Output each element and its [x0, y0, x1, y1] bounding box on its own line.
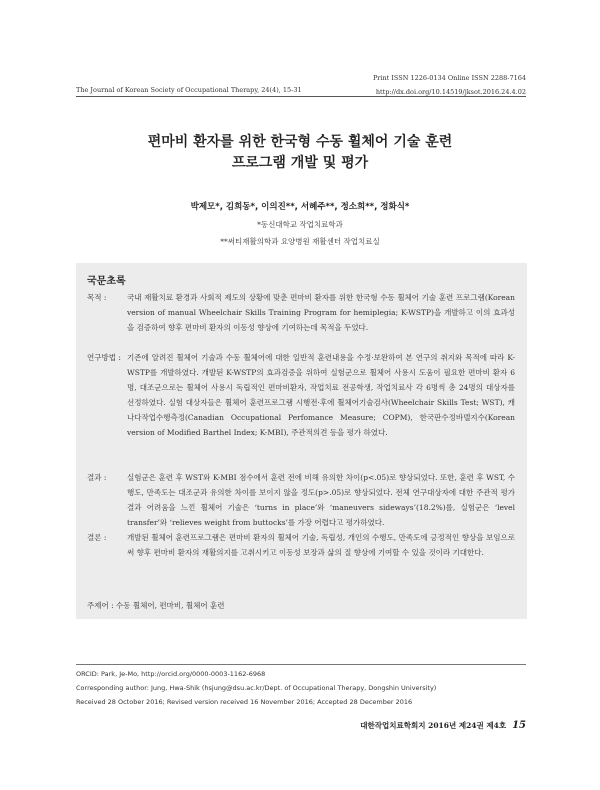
header-rule [76, 96, 526, 97]
abstract-section-conclusion [87, 530, 515, 560]
section-text: 기존에 알려진 휠체어 기술과 수동 휠체어에 대한 일반적 훈련내용을 수정·보완하여 본 연구의 취지와 목적에 따라 K-WSTP를 개발하였다. 개발된 K-WSTP의 효과검증을 위하여 실험군으로 휠체어 사용시 도움이 필요한 편마비 환자 6명, 대조군으로는 휠체어 사용시 독립적인 편마비환자, 작업치료 전공학생, 작업치료사 각 6명씩 총 24명의 대상자를 선정하였다. 실험 대상자들은 휠체어 훈련프로그램 시행전·후에 휠체어기술검사(Wheelchair Skills Test; WST), 캐나다작업수행측정(Canadian Occupational Perfomance Measure; COPM), 한국판수정바델지수(Korean version of Modified Barthel Index; K-MBI), 주관적의견 등을 평가 하였다. [127, 353, 515, 438]
section-text: 실험군은 훈련 후 WST와 K-MBI 점수에서 훈련 전에 비해 유의한 차이(p<.05)로 향상되었다. 또한, 훈련 후 WST, 수행도, 만족도는 대조군과 유의한 차이를 보이지 않을 정도(p>.05)로 향상되었다. 전체 연구대상자에 대한 주관적 평가결과 어려움을 느낀 휠체어 기술은 ‘turns in place’와 ‘maneuvers sideways’(18.2%)를, 실험군은 ‘level transfer’와 ‘relieves weight from buttocks’를 가장 어렵다고 평가하였다. [127, 473, 515, 528]
section-text: 개발된 휠체어 훈련프로그램은 편마비 환자의 휠체어 기술, 독립성, 개인의 수행도, 만족도에 긍정적인 향상을 보임으로써 향후 편마비 환자의 재활의지를 고취시키고 이동성 보장과 삶의 질 향상에 기여할 수 있을 것이라 기대한다. [127, 533, 515, 558]
section-text: 국내 재활치료 환경과 사회적 제도의 상황에 맞춘 편마비 환자를 위한 한국형 수동 휠체어 기술 훈련 프로그램(Korean version of manual Wheelchair Skills Training Program for hemiplegia; K-WSTP)을 개발하고 이의 효과성을 검증하여 향후 편마비 환자의 이동성 향상에 기여하는데 목적을 두었다. [127, 293, 515, 333]
abstract-heading: 국문초록 [87, 276, 126, 287]
author-list: 박제모*, 김희동*, 이의진**, 서혜주**, 정소희**, 정화식* [190, 202, 410, 212]
affiliation-2: **써티재활의학과 요양병원 재활센터 작업치료실 [220, 237, 380, 246]
section-label: 연구방법 : [87, 353, 121, 362]
issn-line: Print ISSN 1226-0134 Online ISSN 2288-7164 [372, 74, 526, 82]
received-dates-footnote: Received 28 October 2016; Revised version received 16 November 2016; Accepted 28 December 2016 [76, 698, 413, 706]
doi-line[interactable]: http://dx.doi.org/10.14519/jksot.2016.24.4.02 [375, 88, 526, 96]
keywords: 주제어 : 수동 휠체어, 편마비, 휠체어 훈련 [87, 601, 225, 610]
journal-citation: The Journal of Korean Society of Occupational Therapy, 24(4), 15-31 [76, 86, 302, 94]
page-footer [360, 720, 526, 731]
issn-doi-block [373, 71, 526, 99]
corresponding-author-footnote: Corresponding author: Jung, Hwa-Shik (hsjung@dsu.ac.kr/Dept. of Occupational Therapy, Dongshin University) [76, 684, 437, 692]
abstract-section-methods [87, 350, 515, 441]
section-label: 결과 : [87, 473, 107, 482]
footnote-rule [76, 664, 526, 665]
affiliation-1: *동신대학교 작업치료학과 [257, 220, 343, 229]
section-label: 결론 : [87, 533, 107, 542]
paper-title [0, 132, 600, 174]
footer-citation: 대한작업치료학회지 2016년 제24권 제4호 [360, 721, 507, 730]
orcid-footnote: ORCID: Park, Je-Mo, http://orcid.org/0000-0003-1162-6968 [76, 670, 266, 678]
title-line-1: 편마비 환자를 위한 한국형 수동 휠체어 기술 훈련 [147, 134, 453, 150]
abstract-section-purpose [87, 290, 515, 335]
abstract-section-results [87, 470, 515, 530]
section-label: 목적 : [87, 293, 107, 302]
title-line-2: 프로그램 개발 및 평가 [231, 155, 369, 171]
page-number: 15 [512, 720, 526, 731]
